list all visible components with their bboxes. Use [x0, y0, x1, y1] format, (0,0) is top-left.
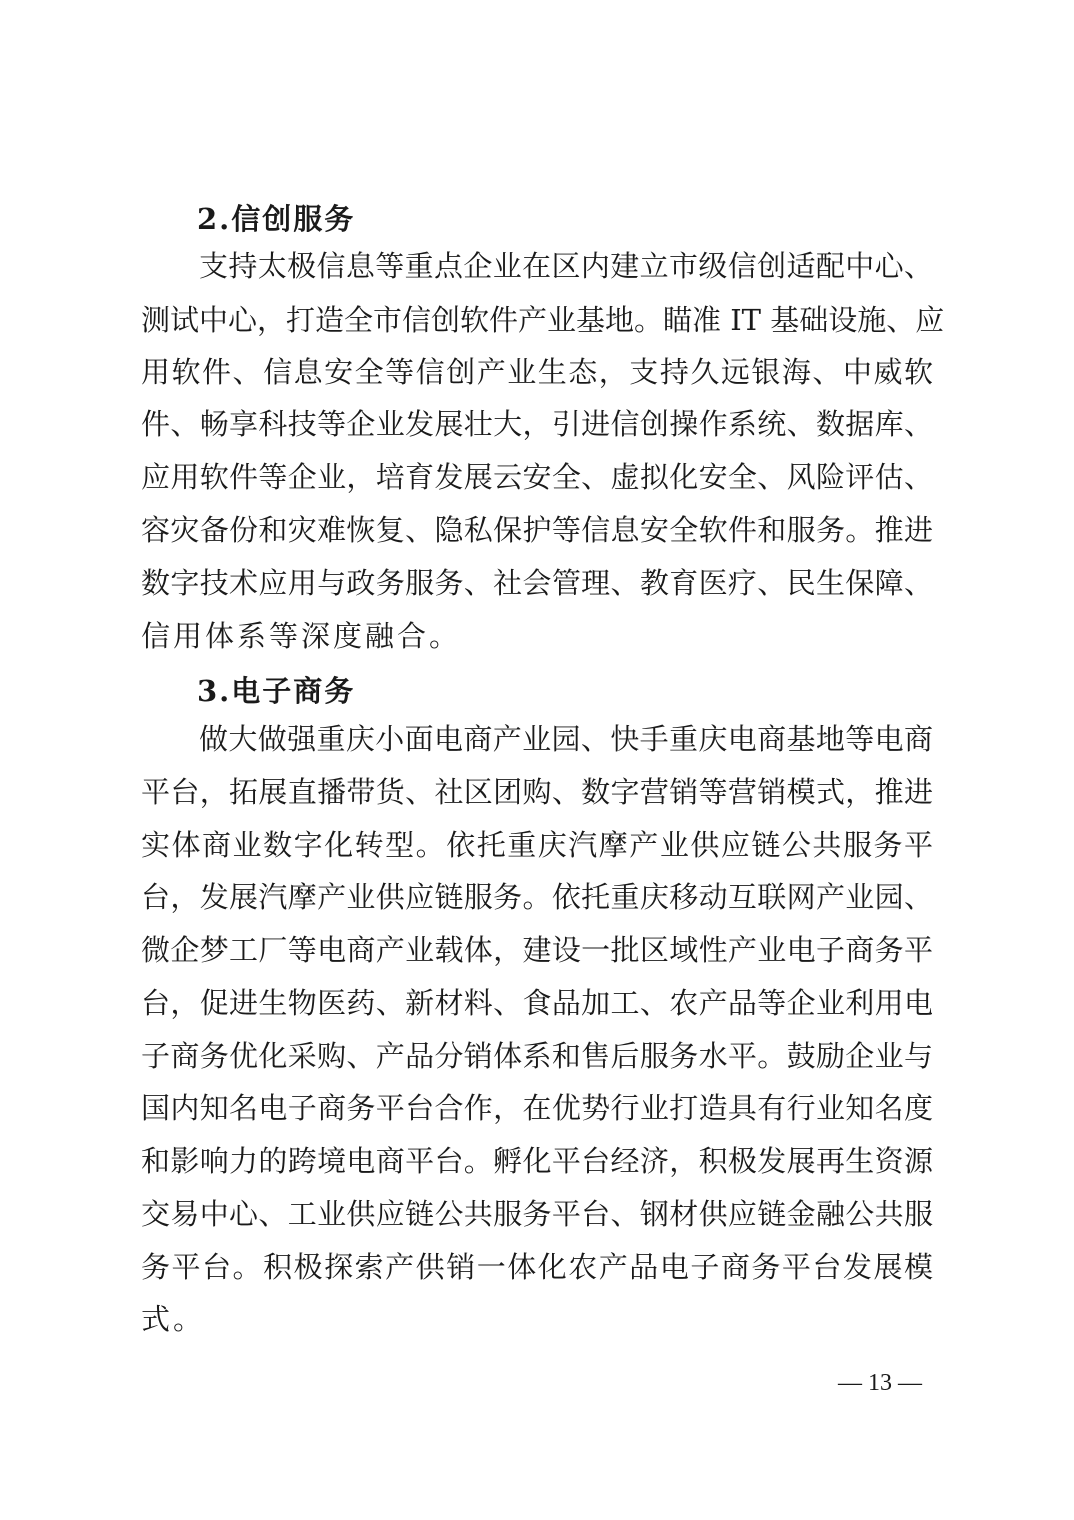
paragraph-line: 交易中心、工业供应链公共服务平台、钢材供应链金融公共服: [141, 1197, 933, 1231]
paragraph-line: 容灾备份和灾难恢复、隐私保护等信息安全软件和服务。推进: [141, 513, 933, 547]
paragraph-line: 微企梦工厂等电商产业载体，建设一批区域性产业电子商务平: [141, 933, 933, 967]
paragraph-line: 件、畅享科技等企业发展壮大，引进信创操作系统、数据库、: [141, 407, 933, 441]
paragraph-line: 和影响力的跨境电商平台。孵化平台经济，积极发展再生资源: [141, 1144, 933, 1178]
paragraph-line: 应用软件等企业，培育发展云安全、虚拟化安全、风险评估、: [141, 460, 933, 494]
paragraph-line: 支持太极信息等重点企业在区内建立市级信创适配中心、: [199, 249, 933, 283]
paragraph-line: 做大做强重庆小面电商产业园、快手重庆电商基地等电商: [199, 722, 933, 756]
page-number: — 13 —: [838, 1370, 922, 1396]
paragraph-line: 式。: [141, 1302, 206, 1336]
paragraph-line: 务平台。积极探索产供销一体化农产品电子商务平台发展模: [141, 1250, 933, 1284]
paragraph-line: 国内知名电子商务平台合作，在优势行业打造具有行业知名度: [141, 1091, 933, 1125]
paragraph-line: 平台，拓展直播带货、社区团购、数字营销等营销模式，推进: [141, 775, 933, 809]
section-heading-ecommerce: 3.电子商务: [197, 674, 356, 708]
paragraph-line: 测试中心，打造全市信创软件产业基地。瞄准 IT 基础设施、应: [141, 303, 945, 337]
paragraph-line: 数字技术应用与政务服务、社会管理、教育医疗、民生保障、: [141, 566, 933, 600]
section-heading-xinchuang: 2.信创服务: [197, 202, 356, 236]
paragraph-line: 实体商业数字化转型。依托重庆汽摩产业供应链公共服务平: [141, 828, 933, 862]
paragraph-line: 信用体系等深度融合。: [141, 619, 462, 653]
paragraph-line: 子商务优化采购、产品分销体系和售后服务水平。鼓励企业与: [141, 1039, 933, 1073]
paragraph-line: 台，发展汽摩产业供应链服务。依托重庆移动互联网产业园、: [141, 880, 933, 914]
paragraph-line: 用软件、信息安全等信创产业生态，支持久远银海、中威软: [141, 355, 933, 389]
paragraph-line: 台，促进生物医药、新材料、食品加工、农产品等企业利用电: [141, 986, 933, 1020]
